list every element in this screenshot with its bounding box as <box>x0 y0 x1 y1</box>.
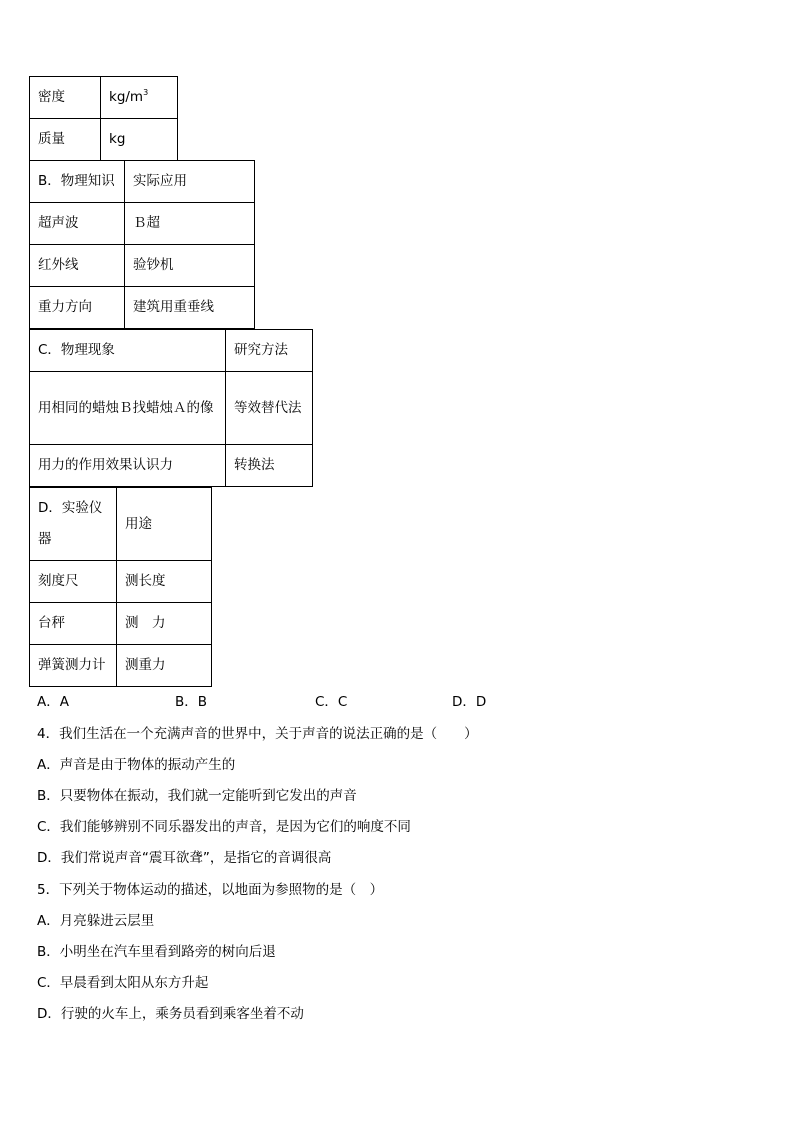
table-c <box>29 329 313 487</box>
table-cell: 建筑用重垂线 <box>125 287 255 329</box>
table-row <box>30 287 255 329</box>
question4-option-a: A．声音是由于物体的振动产生的 <box>37 757 236 773</box>
table-cell: 验钞机 <box>125 245 255 287</box>
question4-stem: 4．我们生活在一个充满声音的世界中，关于声音的说法正确的是（ ） <box>37 726 478 742</box>
question5-option-c: C．早晨看到太阳从东方升起 <box>37 975 209 991</box>
question4-option-c: C．我们能够辨别不同乐器发出的声音，是因为它们的响度不同 <box>37 819 411 835</box>
option-b: B．B <box>175 694 208 710</box>
table-row <box>30 245 255 287</box>
table-cell: 超声波 <box>30 203 125 245</box>
table-header-cell: B．物理知识 <box>30 161 125 203</box>
table-row <box>30 77 178 119</box>
table-cell: 弹簧测力计 <box>30 645 117 687</box>
option-c: C．C <box>315 694 348 710</box>
table-cell: 红外线 <box>30 245 125 287</box>
table-row <box>30 445 313 487</box>
table-cell: 密度 <box>30 77 101 119</box>
table-row <box>30 203 255 245</box>
unit-text: kg <box>109 131 126 147</box>
unit-text: kg/m <box>109 89 144 105</box>
table-cell: 重力方向 <box>30 287 125 329</box>
question5-option-b: B．小明坐在汽车里看到路旁的树向后退 <box>37 944 276 960</box>
table-cell: 测长度 <box>117 561 212 603</box>
option-a: A．A <box>37 694 69 710</box>
table-header-cell: D．实验仪器 <box>30 488 117 561</box>
table-cell: Ｂ超 <box>125 203 255 245</box>
table-cell <box>101 77 178 119</box>
table-cell <box>101 119 178 161</box>
table-header-row <box>30 330 313 372</box>
table-cell: 测重力 <box>117 645 212 687</box>
question4-option-d: D．我们常说声音“震耳欲聋”，是指它的音调很高 <box>37 850 332 866</box>
table-header-cell: 用途 <box>117 488 212 561</box>
table-d <box>29 487 212 687</box>
table-header-cell: C．物理现象 <box>30 330 226 372</box>
question5-option-a: A．月亮躲进云层里 <box>37 913 155 929</box>
option-d: D．D <box>452 694 487 710</box>
table-row <box>30 119 178 161</box>
table-b <box>29 160 255 329</box>
table-row <box>30 561 212 603</box>
table-row <box>30 372 313 445</box>
table-cell: 质量 <box>30 119 101 161</box>
table-row <box>30 645 212 687</box>
table-cell: 台秤 <box>30 603 117 645</box>
question4-option-b: B．只要物体在振动，我们就一定能听到它发出的声音 <box>37 788 357 804</box>
table-cell: 刻度尺 <box>30 561 117 603</box>
table-cell: 测 力 <box>117 603 212 645</box>
table-cell: 等效替代法 <box>226 372 313 445</box>
table-header-row <box>30 488 212 561</box>
table-cell: 转换法 <box>226 445 313 487</box>
question5-option-d: D．行驶的火车上，乘务员看到乘客坐着不动 <box>37 1006 304 1022</box>
table-cell: 用相同的蜡烛Ｂ找蜡烛Ａ的像 <box>30 372 226 445</box>
table-row <box>30 603 212 645</box>
table-header-row <box>30 161 255 203</box>
table-cell: 用力的作用效果认识力 <box>30 445 226 487</box>
table-a <box>29 76 178 161</box>
question5-stem: 5．下列关于物体运动的描述，以地面为参照物的是（ ） <box>37 882 384 898</box>
table-header-cell: 研究方法 <box>226 330 313 372</box>
table-header-cell: 实际应用 <box>125 161 255 203</box>
unit-superscript: 3 <box>143 88 149 97</box>
